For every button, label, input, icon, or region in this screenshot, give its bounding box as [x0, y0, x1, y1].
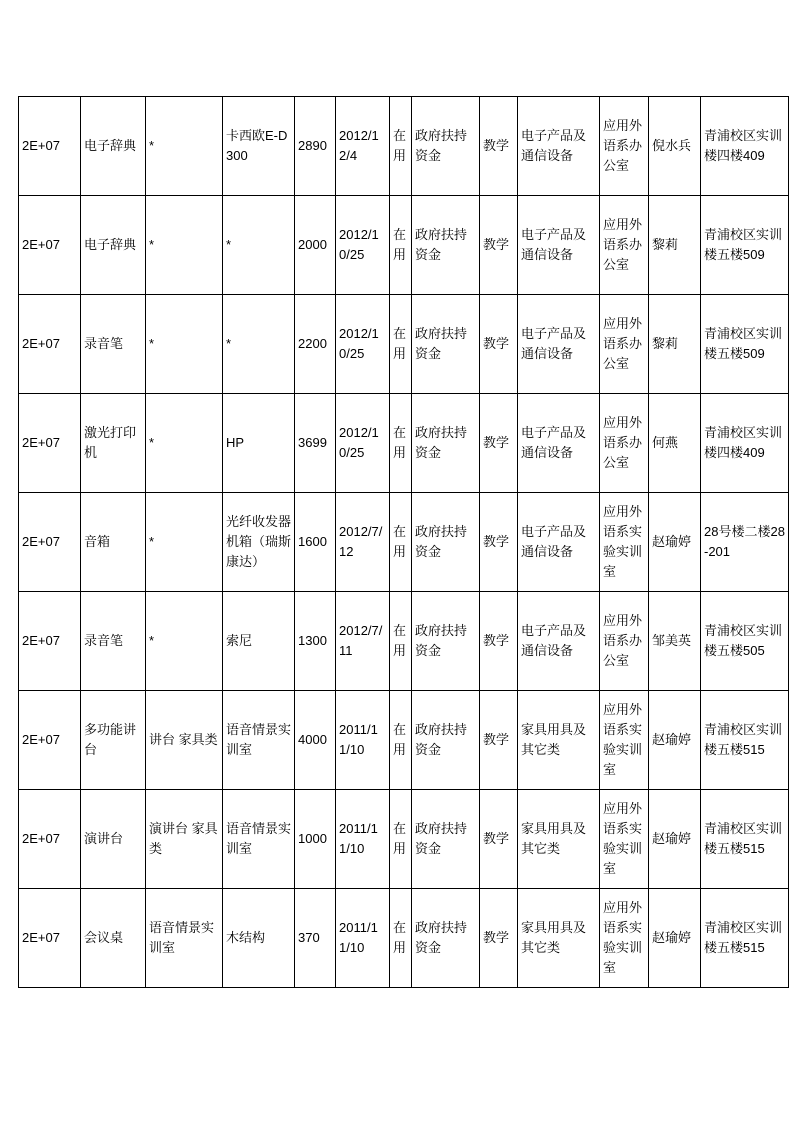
- department-cell: 应用外语系办公室: [600, 295, 649, 394]
- table-row: [19, 394, 789, 493]
- custodian-cell: 黎莉: [649, 196, 701, 295]
- asset-name-cell: 会议桌: [81, 889, 146, 988]
- model-cell: HP: [223, 394, 295, 493]
- asset-name-cell: 电子辞典: [81, 97, 146, 196]
- custodian-cell: 黎莉: [649, 295, 701, 394]
- model-cell: *: [223, 295, 295, 394]
- location-cell: 28号楼二楼28-201: [701, 493, 789, 592]
- department-cell: 应用外语系办公室: [600, 196, 649, 295]
- asset-name-cell: 演讲台: [81, 790, 146, 889]
- funding-source-cell: 政府扶持资金: [412, 889, 480, 988]
- price-cell: 4000: [295, 691, 336, 790]
- funding-source-cell: 政府扶持资金: [412, 295, 480, 394]
- status-cell: 在用: [390, 691, 412, 790]
- location-cell: 青浦校区实训楼五楼509: [701, 295, 789, 394]
- usage-cell: 教学: [480, 295, 518, 394]
- purchase-date-cell: 2012/10/25: [336, 394, 390, 493]
- status-cell: 在用: [390, 592, 412, 691]
- status-cell: 在用: [390, 295, 412, 394]
- price-cell: 1600: [295, 493, 336, 592]
- price-cell: 1300: [295, 592, 336, 691]
- status-cell: 在用: [390, 790, 412, 889]
- asset-name-cell: 激光打印机: [81, 394, 146, 493]
- category-cell: *: [146, 295, 223, 394]
- asset-type-cell: 家具用具及其它类: [518, 889, 600, 988]
- asset-type-cell: 电子产品及通信设备: [518, 592, 600, 691]
- asset-table-body: [19, 97, 789, 988]
- purchase-date-cell: 2011/11/10: [336, 691, 390, 790]
- asset-type-cell: 电子产品及通信设备: [518, 97, 600, 196]
- asset-code-cell: 2E+07: [19, 97, 81, 196]
- funding-source-cell: 政府扶持资金: [412, 97, 480, 196]
- department-cell: 应用外语系办公室: [600, 97, 649, 196]
- price-cell: 2000: [295, 196, 336, 295]
- table-row: [19, 493, 789, 592]
- asset-code-cell: 2E+07: [19, 691, 81, 790]
- model-cell: 光纤收发器机箱（瑞斯康达）: [223, 493, 295, 592]
- funding-source-cell: 政府扶持资金: [412, 394, 480, 493]
- purchase-date-cell: 2012/7/12: [336, 493, 390, 592]
- category-cell: 讲台 家具类: [146, 691, 223, 790]
- table-row: [19, 691, 789, 790]
- usage-cell: 教学: [480, 97, 518, 196]
- purchase-date-cell: 2012/12/4: [336, 97, 390, 196]
- custodian-cell: 倪水兵: [649, 97, 701, 196]
- asset-type-cell: 家具用具及其它类: [518, 691, 600, 790]
- model-cell: 语音情景实训室: [223, 691, 295, 790]
- usage-cell: 教学: [480, 790, 518, 889]
- asset-type-cell: 电子产品及通信设备: [518, 196, 600, 295]
- model-cell: 索尼: [223, 592, 295, 691]
- table-row: [19, 592, 789, 691]
- asset-code-cell: 2E+07: [19, 592, 81, 691]
- department-cell: 应用外语系实验实训室: [600, 691, 649, 790]
- category-cell: 语音情景实训室: [146, 889, 223, 988]
- department-cell: 应用外语系办公室: [600, 592, 649, 691]
- asset-type-cell: 电子产品及通信设备: [518, 394, 600, 493]
- asset-table-page: [18, 96, 789, 988]
- category-cell: *: [146, 97, 223, 196]
- funding-source-cell: 政府扶持资金: [412, 196, 480, 295]
- price-cell: 2890: [295, 97, 336, 196]
- asset-code-cell: 2E+07: [19, 394, 81, 493]
- table-row: [19, 790, 789, 889]
- purchase-date-cell: 2012/10/25: [336, 295, 390, 394]
- asset-table: [18, 96, 789, 988]
- usage-cell: 教学: [480, 493, 518, 592]
- asset-name-cell: 音箱: [81, 493, 146, 592]
- location-cell: 青浦校区实训楼五楼515: [701, 691, 789, 790]
- category-cell: *: [146, 493, 223, 592]
- asset-code-cell: 2E+07: [19, 889, 81, 988]
- usage-cell: 教学: [480, 691, 518, 790]
- usage-cell: 教学: [480, 394, 518, 493]
- custodian-cell: 赵瑜婷: [649, 889, 701, 988]
- model-cell: 卡西欧E-D300: [223, 97, 295, 196]
- custodian-cell: 赵瑜婷: [649, 790, 701, 889]
- category-cell: *: [146, 196, 223, 295]
- usage-cell: 教学: [480, 196, 518, 295]
- status-cell: 在用: [390, 493, 412, 592]
- status-cell: 在用: [390, 196, 412, 295]
- purchase-date-cell: 2012/7/11: [336, 592, 390, 691]
- location-cell: 青浦校区实训楼四楼409: [701, 97, 789, 196]
- funding-source-cell: 政府扶持资金: [412, 493, 480, 592]
- asset-code-cell: 2E+07: [19, 196, 81, 295]
- price-cell: 370: [295, 889, 336, 988]
- funding-source-cell: 政府扶持资金: [412, 790, 480, 889]
- asset-type-cell: 电子产品及通信设备: [518, 295, 600, 394]
- department-cell: 应用外语系办公室: [600, 394, 649, 493]
- custodian-cell: 何燕: [649, 394, 701, 493]
- asset-name-cell: 多功能讲台: [81, 691, 146, 790]
- asset-type-cell: 电子产品及通信设备: [518, 493, 600, 592]
- usage-cell: 教学: [480, 889, 518, 988]
- category-cell: *: [146, 592, 223, 691]
- price-cell: 1000: [295, 790, 336, 889]
- status-cell: 在用: [390, 97, 412, 196]
- asset-code-cell: 2E+07: [19, 295, 81, 394]
- category-cell: 演讲台 家具类: [146, 790, 223, 889]
- department-cell: 应用外语系实验实训室: [600, 889, 649, 988]
- model-cell: 木结构: [223, 889, 295, 988]
- status-cell: 在用: [390, 889, 412, 988]
- asset-code-cell: 2E+07: [19, 790, 81, 889]
- location-cell: 青浦校区实训楼四楼409: [701, 394, 789, 493]
- asset-name-cell: 录音笔: [81, 295, 146, 394]
- location-cell: 青浦校区实训楼五楼515: [701, 889, 789, 988]
- table-row: [19, 295, 789, 394]
- asset-name-cell: 电子辞典: [81, 196, 146, 295]
- purchase-date-cell: 2012/10/25: [336, 196, 390, 295]
- price-cell: 2200: [295, 295, 336, 394]
- funding-source-cell: 政府扶持资金: [412, 691, 480, 790]
- asset-name-cell: 录音笔: [81, 592, 146, 691]
- table-row: [19, 196, 789, 295]
- department-cell: 应用外语系实验实训室: [600, 790, 649, 889]
- model-cell: 语音情景实训室: [223, 790, 295, 889]
- usage-cell: 教学: [480, 592, 518, 691]
- department-cell: 应用外语系实验实训室: [600, 493, 649, 592]
- purchase-date-cell: 2011/11/10: [336, 889, 390, 988]
- location-cell: 青浦校区实训楼五楼515: [701, 790, 789, 889]
- model-cell: *: [223, 196, 295, 295]
- asset-type-cell: 家具用具及其它类: [518, 790, 600, 889]
- funding-source-cell: 政府扶持资金: [412, 592, 480, 691]
- category-cell: *: [146, 394, 223, 493]
- asset-code-cell: 2E+07: [19, 493, 81, 592]
- table-row: [19, 889, 789, 988]
- custodian-cell: 赵瑜婷: [649, 493, 701, 592]
- price-cell: 3699: [295, 394, 336, 493]
- purchase-date-cell: 2011/11/10: [336, 790, 390, 889]
- location-cell: 青浦校区实训楼五楼509: [701, 196, 789, 295]
- location-cell: 青浦校区实训楼五楼505: [701, 592, 789, 691]
- custodian-cell: 邹美英: [649, 592, 701, 691]
- status-cell: 在用: [390, 394, 412, 493]
- custodian-cell: 赵瑜婷: [649, 691, 701, 790]
- table-row: [19, 97, 789, 196]
